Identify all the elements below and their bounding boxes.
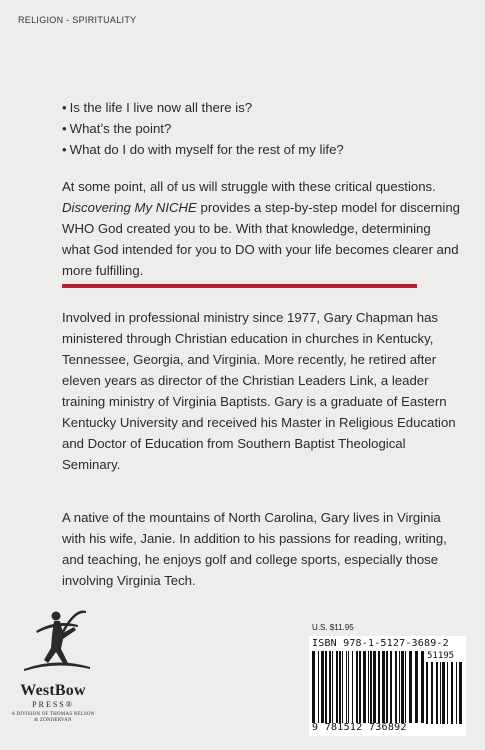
barcode-bar	[318, 651, 319, 723]
barcode	[309, 636, 466, 736]
barcode-bar	[415, 651, 418, 723]
list-item: • What’s the point?	[62, 118, 344, 139]
barcode-bar	[359, 651, 361, 723]
barcode-bar	[459, 662, 462, 724]
author-personal-paragraph: A native of the mountains of North Carolina, Gary lives in Virginia with his wife, Janie. In addition to his passions for reading, writing, and teaching, he enjoys golf and college sports, especially those involving Virginia Tech.	[62, 510, 447, 588]
barcode-bar	[426, 662, 428, 724]
question-list	[62, 97, 344, 160]
barcode-bar	[336, 651, 338, 723]
barcode-bar	[329, 651, 331, 723]
barcode-bar	[356, 651, 358, 723]
intro-text-continued: provides a step-by-step model for discerning WHO God created you to be. With that knowledge, determining what God intended for you to DO with your life becomes clearer and more fulfilling.	[62, 200, 460, 278]
barcode-bar	[370, 651, 372, 723]
intro-paragraph	[62, 176, 462, 281]
publisher-name: WestBow	[20, 682, 86, 699]
barcode-bar	[325, 651, 327, 723]
barcode-bar	[440, 662, 441, 724]
price-label: U.S. $11.95	[312, 623, 354, 632]
addon-digits: 51195	[427, 651, 455, 661]
barcode-bar	[312, 651, 315, 723]
barcode-bar	[395, 651, 397, 723]
ean-barcode-bars	[312, 651, 424, 723]
barcode-bar	[390, 651, 392, 723]
publisher-division: A DIVISION OF THOMAS NELSON & ZONDERVAN	[11, 712, 95, 723]
barcode-bar	[342, 651, 343, 723]
list-item: • What do I do with myself for the rest of my life?	[62, 139, 344, 160]
barcode-bar	[339, 651, 341, 723]
barcode-bar	[321, 651, 324, 723]
author-bio-paragraph: Involved in professional ministry since 1977, Gary Chapman has ministered through Christian education in churches in Kentucky, Tennessee, Georgia, and Virginia. More recently, he retired after eleven years as director of the Christian Leaders Link, a leader training ministry of Virginia Baptists. Gary is a graduate of Eastern Kentucky University and received his Master in Religious Education and Doctor of Education from Southern Baptist Theological Seminary.	[62, 310, 456, 472]
barcode-bar	[363, 651, 366, 723]
barcode-bar	[447, 662, 448, 724]
barcode-bar	[373, 651, 376, 723]
barcode-bar	[451, 662, 453, 724]
barcode-bar	[401, 651, 404, 723]
list-item: • Is the life I live now all there is?	[62, 97, 344, 118]
barcode-bar	[386, 651, 388, 723]
barcode-bar	[436, 662, 438, 724]
barcode-bar	[348, 651, 349, 723]
barcode-bar	[378, 651, 380, 723]
barcode-bar	[382, 651, 385, 723]
barcode-bar	[456, 662, 457, 724]
accent-divider	[62, 284, 417, 288]
barcode-bar	[409, 651, 412, 723]
barcode-bar	[346, 651, 347, 723]
barcode-bar	[352, 651, 353, 723]
category-label: RELIGION - SPIRITUALITY	[18, 15, 137, 25]
book-title: Discovering My NICHE	[62, 200, 197, 215]
barcode-bar	[368, 651, 369, 723]
barcode-bar	[405, 651, 406, 723]
barcode-bar	[421, 651, 424, 723]
barcode-bar	[442, 662, 445, 724]
isbn-text: ISBN 978-1-5127-3689-2	[312, 638, 449, 649]
addon-barcode-bars	[426, 662, 462, 724]
intro-text: At some point, all of us will struggle with these critical questions.	[62, 179, 436, 194]
barcode-bar	[399, 651, 400, 723]
barcode-bar	[431, 662, 433, 724]
publisher-press: PRESS®	[32, 700, 74, 709]
ean-digits: 9 781512 736892	[312, 722, 407, 733]
barcode-bar	[332, 651, 333, 723]
westbow-logo-icon	[16, 597, 96, 677]
